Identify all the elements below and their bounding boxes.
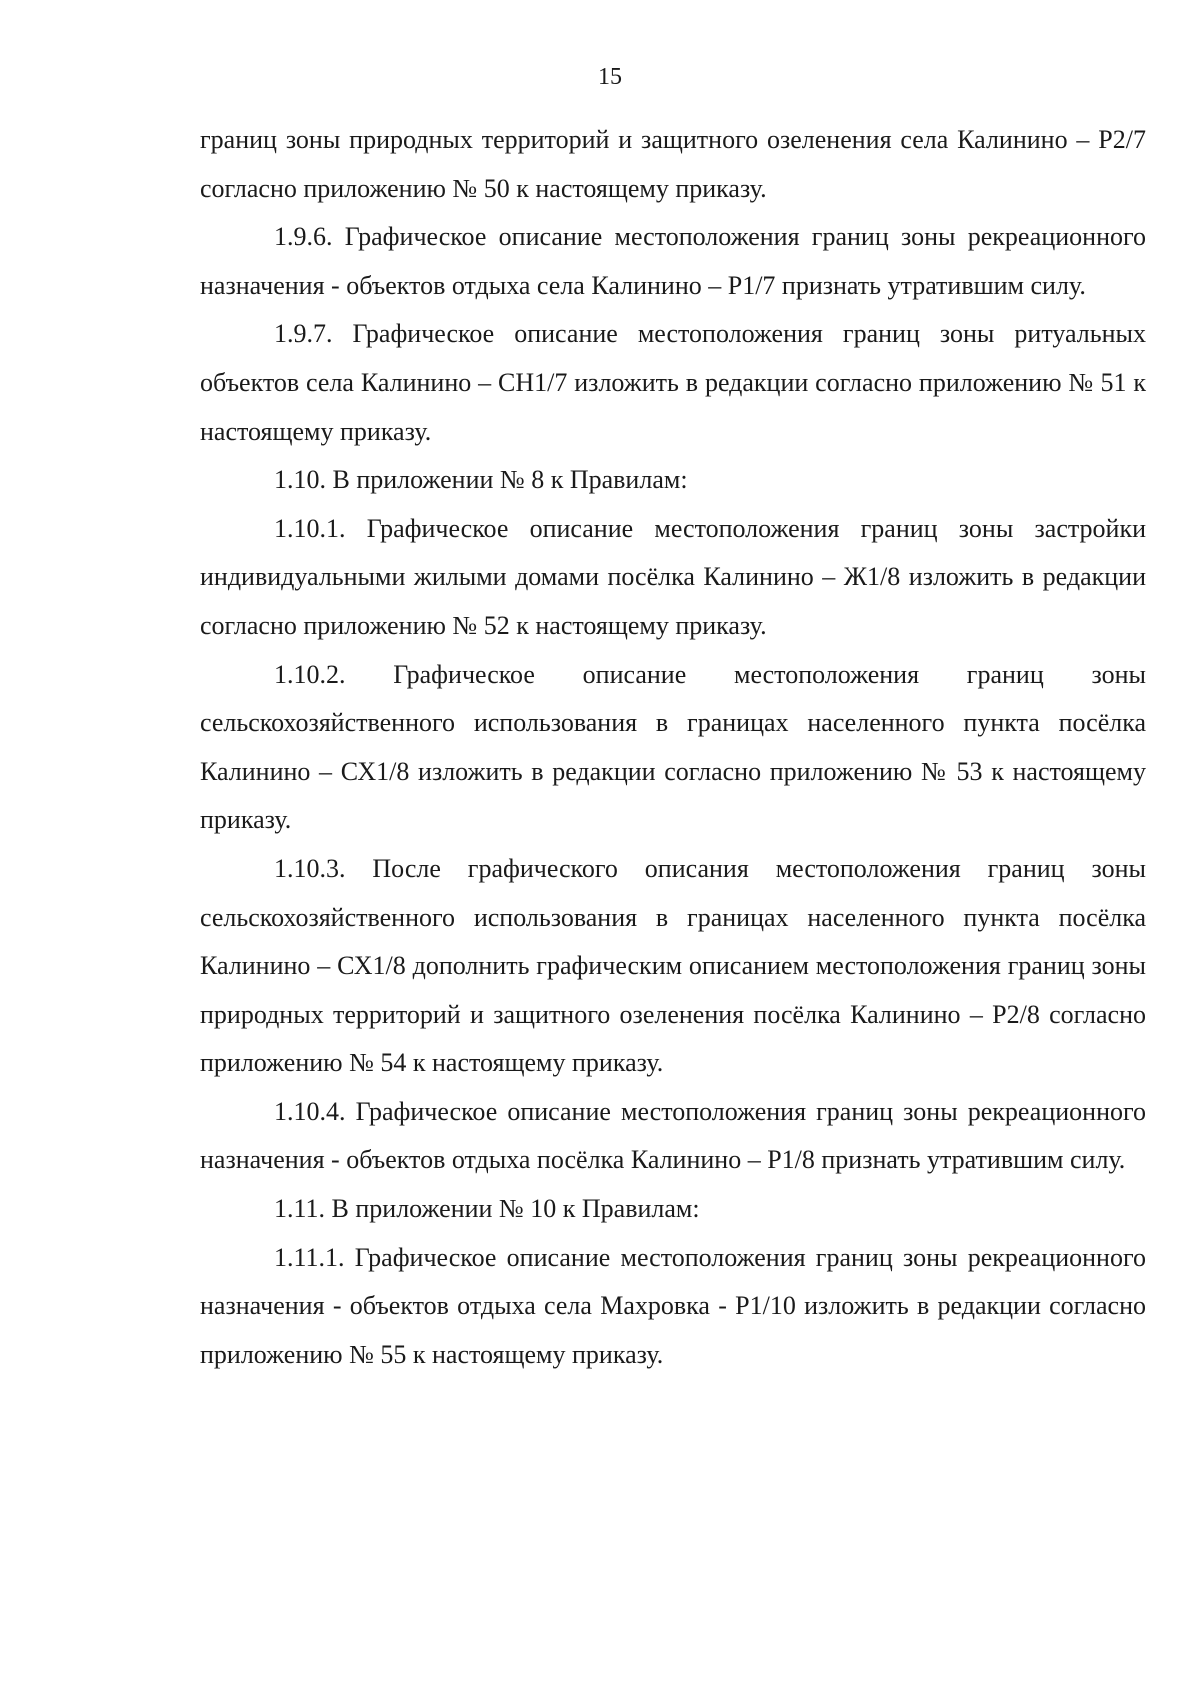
paragraph-1-10: 1.10. В приложении № 8 к Правилам: — [274, 465, 688, 495]
paragraph-1-10-2: 1.10.2. Графическое описание местоположения границ зоны сельскохозяйственного использования в границах населенного пункта посёлка Калинино – СХ1/8 изложить в редакции согласно приложению № 53 к настоящему приказу. — [200, 659, 1146, 835]
paragraph-1-9-6: 1.9.6. Графическое описание местоположения границ зоны рекреационного назначения - объектов отдыха села Калинино – Р1/7 признать утратившим силу. — [200, 222, 1146, 300]
paragraph-1-10-4: 1.10.4. Графическое описание местоположения границ зоны рекреационного назначения - объектов отдыха посёлка Калинино – Р1/8 признать утратившим силу. — [200, 1096, 1146, 1175]
page-number: 15 — [598, 64, 622, 90]
paragraph-1-10-1: 1.10.1. Графическое описание местоположения границ зоны застройки индивидуальными жилыми домами посёлка Калинино – Ж1/8 изложить в редакции согласно приложению № 52 к настоящему приказу. — [200, 513, 1146, 640]
document-body — [200, 116, 1146, 1379]
paragraph-1-9-7: 1.9.7. Графическое описание местоположения границ зоны ритуальных объектов села Калинино – СН1/7 изложить в редакции согласно приложению № 51 к настоящему приказу. — [200, 319, 1146, 446]
paragraph-1-11: 1.11. В приложении № 10 к Правилам: — [274, 1194, 700, 1224]
paragraph-1-10-3: 1.10.3. После графического описания местоположения границ зоны сельскохозяйственного использования в границах населенного пункта посёлка Калинино – СХ1/8 дополнить графическим описанием местоположения границ зоны природных территорий и защитного озеленения посёлка Калинино – Р2/8 согласно приложению № 54 к настоящему приказу. — [200, 853, 1146, 1078]
paragraph-1-11-1: 1.11.1. Графическое описание местоположения границ зоны рекреационного назначения - объектов отдыха села Махровка - Р1/10 изложить в редакции согласно приложению № 55 к настоящему приказу. — [200, 1242, 1146, 1369]
paragraph-continuation: границ зоны природных территорий и защитного озеленения села Калинино – Р2/7 согласно приложению № 50 к настоящему приказу. — [200, 125, 1146, 203]
